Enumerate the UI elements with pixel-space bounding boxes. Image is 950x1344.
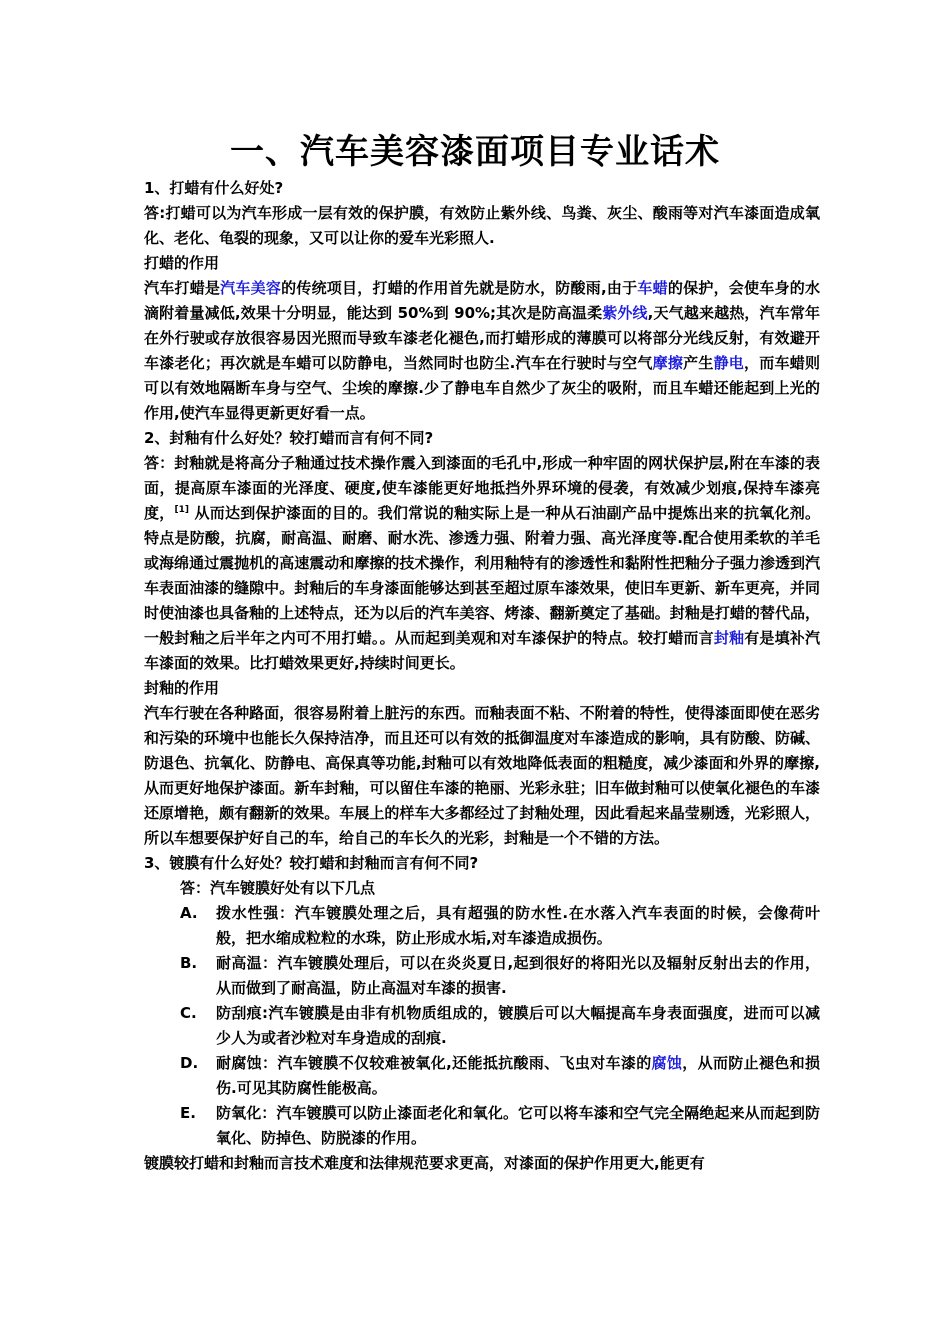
- q1-heading: 1、打蜡有什么好处?: [144, 179, 284, 197]
- list-marker: D.: [180, 1054, 199, 1072]
- list-item-text: 防刮痕:汽车镀膜是由非有机物质组成的，镀膜后可以大幅提高车身表面强度，进而可以减少人为或者沙粒对车身造成的刮痕.: [216, 1004, 820, 1047]
- list-marker: A.: [180, 904, 198, 922]
- text-run: 的保护，会使车身的水滴附着量减低,效果十分明显，能达到 50%到 90%;其次是防高温柔: [144, 279, 820, 322]
- text-run: 的传统项目，打蜡的作用首先就是防水，防酸雨,由于: [281, 279, 638, 297]
- list-item-text: 拨水性强：汽车镀膜处理之后，具有超强的防水性.在水落入汽车表面的时候，会像荷叶般，把水缩成粒粒的水珠，防止形成水垢,对车漆造成损伤。: [216, 904, 820, 947]
- list-item: [144, 901, 820, 951]
- text-run: ,天气越来越热，汽车常年在外行驶或存放很容易因光照而导致车漆老化褪色,而打蜡形成的薄膜可以将部分光线反射，有效避开车漆老化；再次就是车蜡可以防静电，当然同时也防尘.汽车在行驶时与空气: [144, 304, 820, 372]
- q3-intro: 答：汽车镀膜好处有以下几点: [180, 879, 376, 897]
- text-run: 汽车打蜡是: [144, 279, 221, 297]
- link-static[interactable]: 静电: [713, 354, 745, 372]
- q3-closing: 镀膜较打蜡和封釉而言技术难度和法律规范要求更高，对漆面的保护作用更大,能更有: [144, 1154, 705, 1172]
- list-marker: B.: [180, 954, 198, 972]
- list-marker: C.: [180, 1004, 197, 1022]
- link-car-wax[interactable]: 车蜡: [637, 279, 668, 297]
- list-item: [144, 1051, 820, 1101]
- list-item: [144, 1001, 820, 1051]
- list-marker: E.: [180, 1104, 196, 1122]
- text-run: 产生: [683, 354, 714, 372]
- reference-marker[interactable]: [1]: [174, 505, 190, 515]
- page-title: 一、汽车美容漆面项目专业话术: [230, 132, 720, 172]
- q1-answer: 答:打蜡可以为汽车形成一层有效的保护膜，有效防止紫外线、鸟粪、灰尘、酸雨等对汽车漆面造成氧化、老化、龟裂的现象，又可以让你的爱车光彩照人.: [144, 204, 820, 247]
- q3-heading: 3、镀膜有什么好处？较打蜡和封釉而言有何不同?: [144, 854, 479, 872]
- q2-heading: 2、封釉有什么好处？较打蜡而言有何不同?: [144, 429, 434, 447]
- text-run: ，而车蜡则可以有效地隔断车身与空气、尘埃的摩擦.少了静电车自然少了灰尘的吸附，而且车蜡还能起到上光的作用,使汽车显得更新更好看一点。: [144, 354, 820, 422]
- document-body: [144, 176, 820, 1176]
- link-friction[interactable]: 摩擦: [652, 354, 684, 372]
- text-run: 耐腐蚀：汽车镀膜不仅较难被氧化,还能抵抗酸雨、飞虫对车漆的: [216, 1054, 652, 1072]
- link-glaze-sealing[interactable]: 封釉: [713, 629, 745, 647]
- list-item-text: 耐高温：汽车镀膜处理后，可以在炎炎夏日,起到很好的将阳光以及辐射反射出去的作用，从而做到了耐高温，防止高温对车漆的损害.: [216, 954, 820, 997]
- text-run: 有是填补汽车漆面的效果。比打蜡效果更好,持续时间更长。: [144, 629, 820, 672]
- q2-subheading: 封釉的作用: [144, 679, 220, 697]
- text-run: 答：封釉就是将高分子釉通过技术操作震入到漆面的毛孔中,形成一种牢固的网状保护层,附在车漆的表面，提高原车漆面的光泽度、硬度,使车漆能更好地抵挡外界环境的侵袭，有效减少划痕,保持车漆亮度，: [144, 454, 820, 522]
- q1-paragraph: [144, 276, 820, 426]
- link-car-beauty[interactable]: 汽车美容: [220, 279, 282, 297]
- list-item: [144, 1101, 820, 1151]
- list-item: [144, 951, 820, 1001]
- list-item-text: [216, 1051, 820, 1101]
- list-item-text: 防氧化：汽车镀膜可以防止漆面老化和氧化。它可以将车漆和空气完全隔绝起来从而起到防氧化、防掉色、防脱漆的作用。: [216, 1104, 820, 1147]
- q2-answer: [144, 451, 820, 676]
- link-ultraviolet[interactable]: 紫外线: [602, 304, 648, 322]
- q2-effect-paragraph: 汽车行驶在各种路面，很容易附着上脏污的东西。而釉表面不粘、不附着的特性，使得漆面即使在恶劣和污染的环境中也能长久保持洁净，而且还可以有效的抵御温度对车漆造成的影响，具有防酸、防碱、防退色、抗氧化、防静电、高保真等功能,封釉可以有效地降低表面的粗糙度，减少漆面和外界的摩擦,从而更好地保护漆面。新车封釉，可以留住车漆的艳丽、光彩永驻；旧车做封釉可以使氧化褪色的车漆还原增艳，颇有翻新的效果。车展上的样车大多都经过了封釉处理，因此看起来晶莹剔透，光彩照人，所以车想要保护好自己的车，给自己的车长久的光彩，封釉是一个不错的方法。: [144, 704, 820, 847]
- text-run: ，从而防止褪色和损伤.可见其防腐性能极高。: [216, 1054, 820, 1097]
- q1-subheading: 打蜡的作用: [144, 254, 220, 272]
- text-run: 从而达到保护漆面的目的。我们常说的釉实际上是一种从石油副产品中提炼出来的抗氧化剂。特点是防酸，抗腐，耐高温、耐磨、耐水洗、渗透力强、附着力强、高光泽度等.配合使用柔软的羊毛或海绵通过震抛机的高速震动和摩擦的技术操作，利用釉特有的渗透性和黏附性把釉分子强力渗透到汽车表面油漆的缝隙中。封釉后的车身漆面能够达到甚至超过原车漆效果，使旧车更新、新车更亮，并同时使油漆也具备釉的上述特点，还为以后的汽车美容、烤漆、翻新奠定了基础。封釉是打蜡的替代品，一般封釉之后半年之内可不用打蜡。。从而起到美观和对车漆保护的特点。较打蜡而言: [144, 504, 820, 647]
- link-corrosion[interactable]: 腐蚀: [651, 1054, 683, 1072]
